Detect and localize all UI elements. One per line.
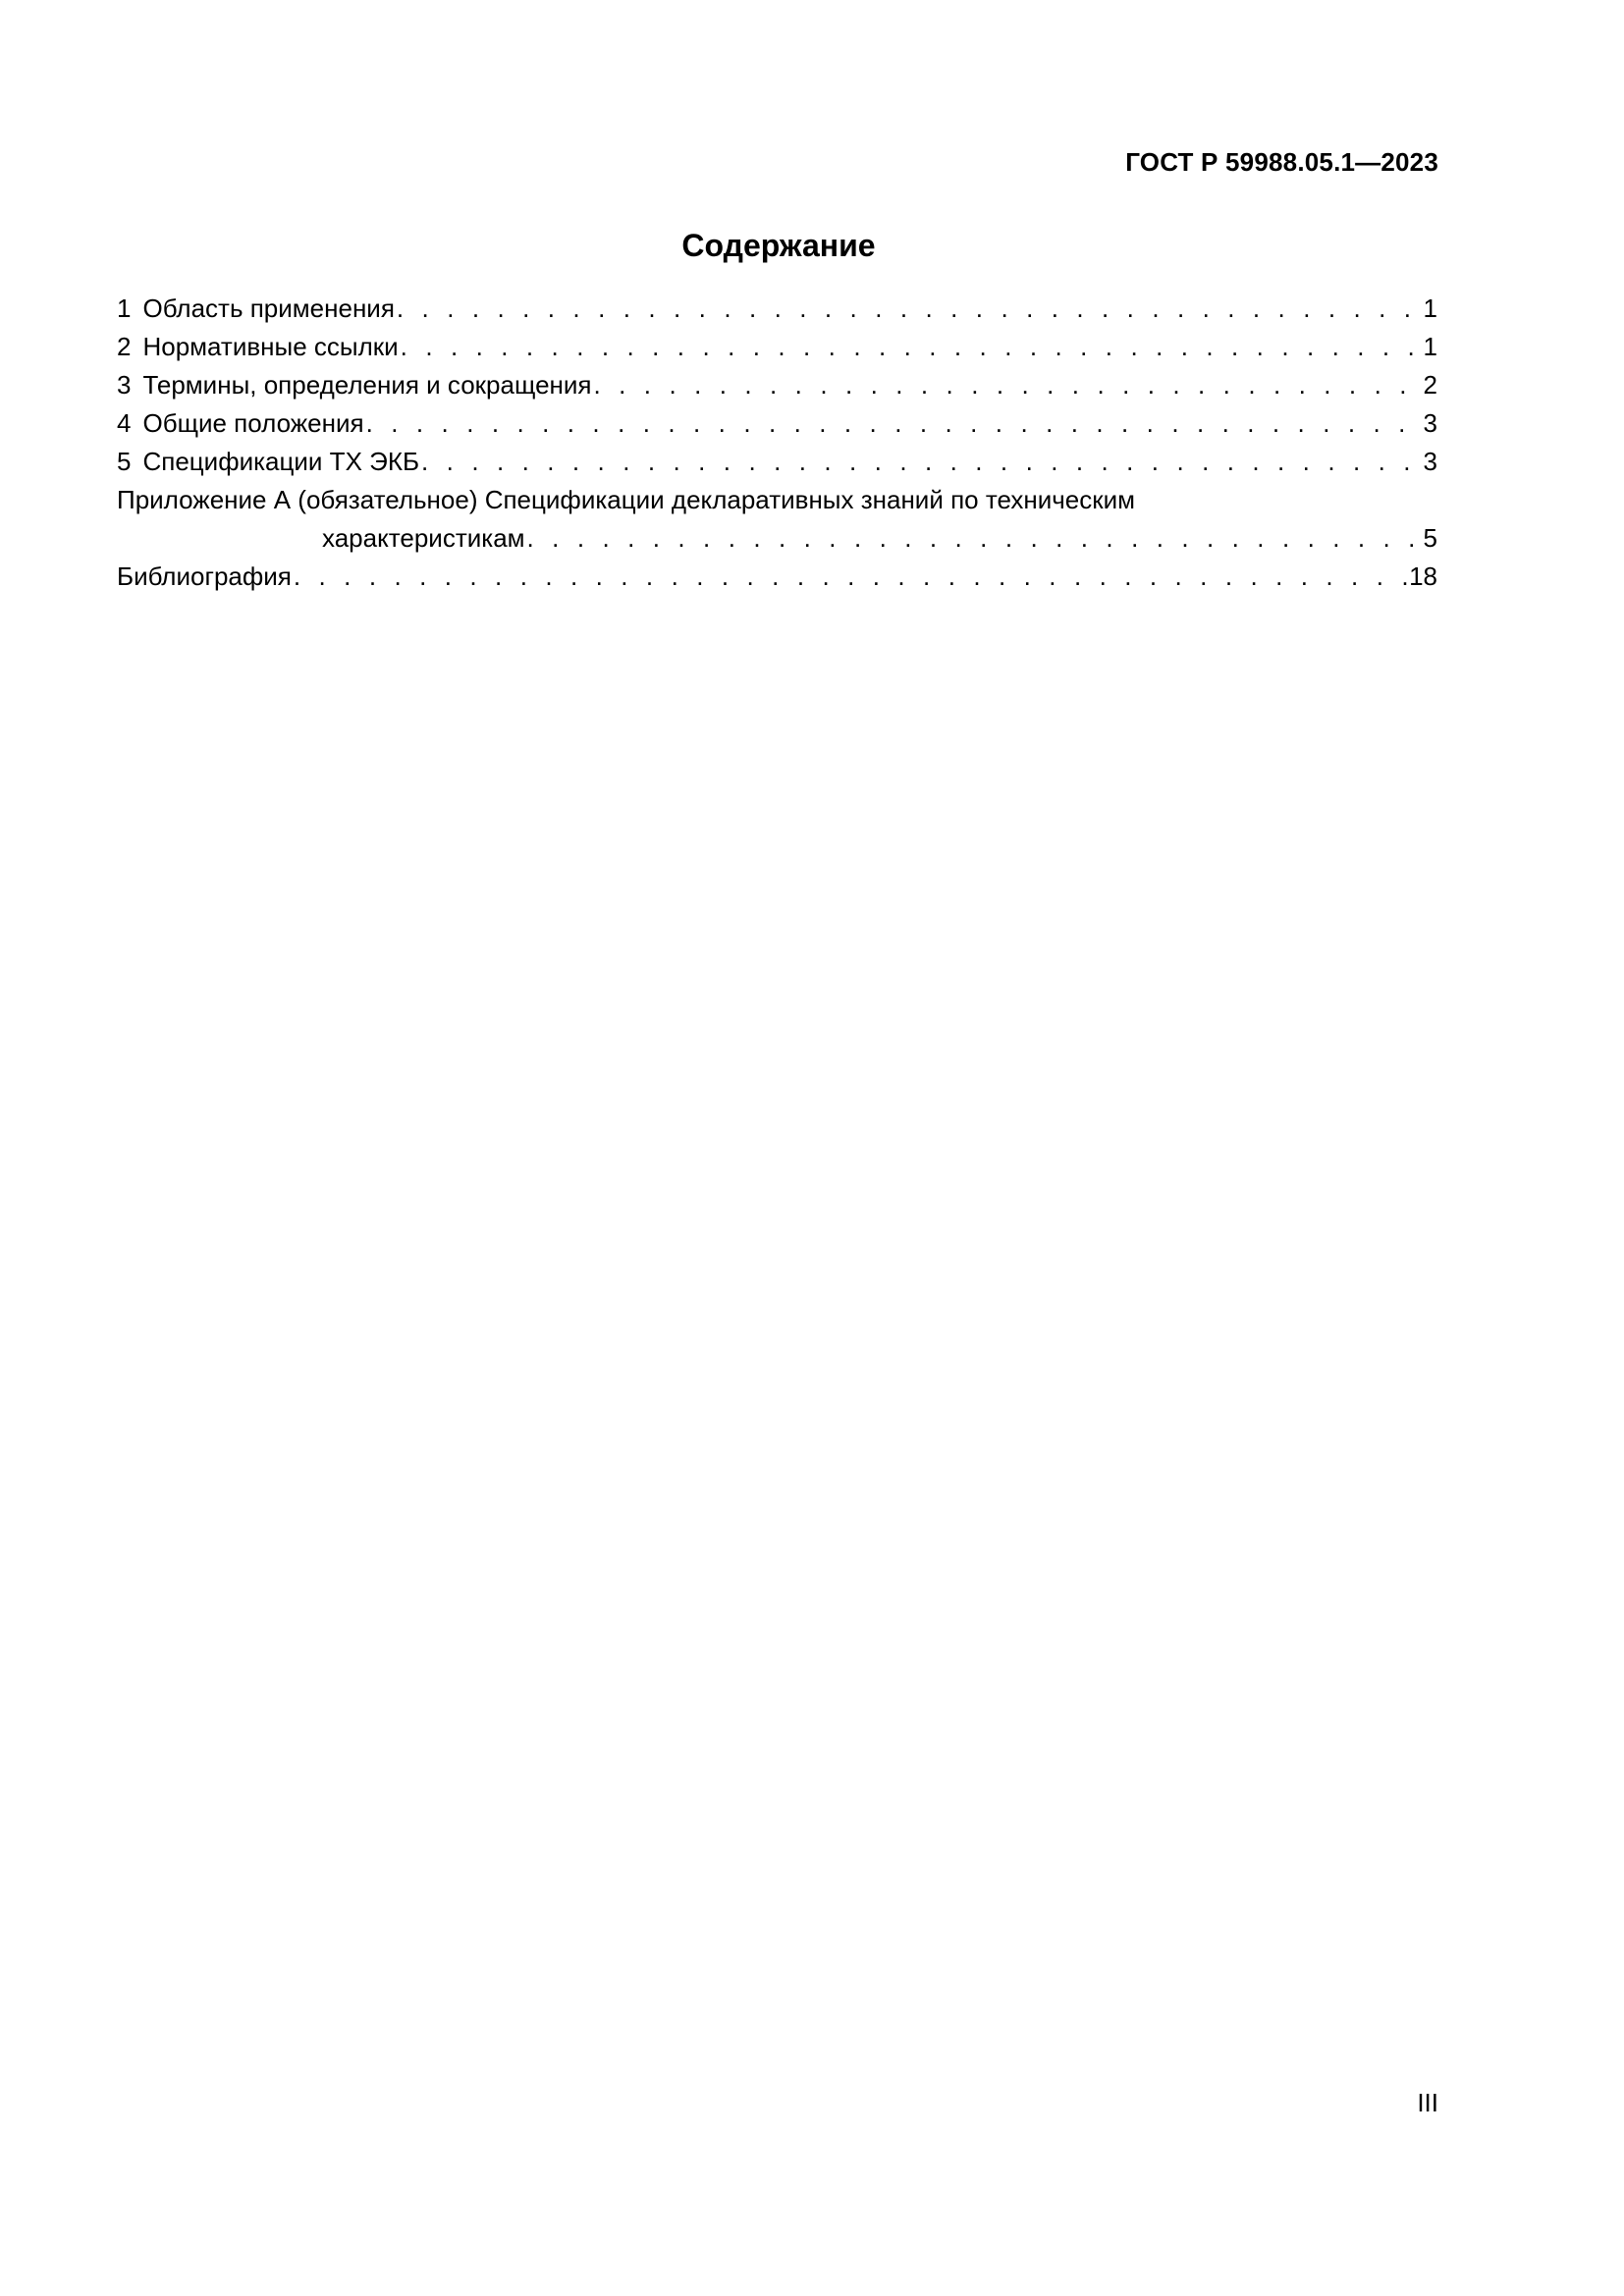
toc-entry-scope[interactable] xyxy=(117,290,1437,328)
table-of-contents xyxy=(117,290,1437,596)
toc-entry-label: Приложение А (обязательное) Спецификации декларативных знаний по техническим xyxy=(117,485,1136,514)
page-number: III xyxy=(1417,2088,1438,2117)
toc-entry-page: 1 xyxy=(1423,294,1437,323)
toc-entry-label: Общие положения xyxy=(142,408,364,438)
toc-entry-bibliography[interactable] xyxy=(117,558,1437,596)
toc-entry-appendix-a[interactable] xyxy=(117,481,1437,519)
toc-dot-leader xyxy=(294,558,1407,596)
toc-dot-leader xyxy=(397,290,1422,328)
toc-entry-label-continuation: характеристикам xyxy=(322,523,525,553)
toc-entry-label: Термины, определения и сокращения xyxy=(142,370,592,400)
toc-entry-page: 3 xyxy=(1423,408,1437,438)
toc-entry-page: 1 xyxy=(1423,332,1437,361)
toc-entry-terms[interactable] xyxy=(117,366,1437,404)
toc-entry-general-provisions[interactable] xyxy=(117,404,1437,443)
toc-entry-label: Область применения xyxy=(142,294,395,323)
toc-entry-number: 1 xyxy=(117,294,132,323)
toc-entry-page: 2 xyxy=(1423,370,1437,400)
toc-entry-number: 5 xyxy=(117,447,132,476)
toc-entry-page: 3 xyxy=(1423,447,1437,476)
toc-entry-label: Спецификации ТХ ЭКБ xyxy=(142,447,420,476)
toc-dot-leader xyxy=(527,519,1422,558)
toc-entry-number: 3 xyxy=(117,370,132,400)
toc-entry-number: 2 xyxy=(117,332,132,361)
toc-title: Содержание xyxy=(681,228,876,263)
document-standard-code: ГОСТ Р 59988.05.1—2023 xyxy=(1125,147,1438,177)
toc-dot-leader xyxy=(421,443,1422,481)
toc-entry-number: 4 xyxy=(117,408,132,438)
toc-entry-specifications[interactable] xyxy=(117,443,1437,481)
toc-entry-appendix-a-continuation[interactable] xyxy=(117,519,1437,558)
toc-dot-leader xyxy=(401,328,1422,366)
toc-dot-leader xyxy=(366,404,1422,443)
toc-entry-normative-references[interactable] xyxy=(117,328,1437,366)
toc-entry-label: Нормативные ссылки xyxy=(142,332,399,361)
toc-dot-leader xyxy=(594,366,1422,404)
toc-entry-label: Библиография xyxy=(117,561,292,591)
toc-entry-page: 5 xyxy=(1423,523,1437,553)
toc-entry-page: 18 xyxy=(1409,561,1437,591)
